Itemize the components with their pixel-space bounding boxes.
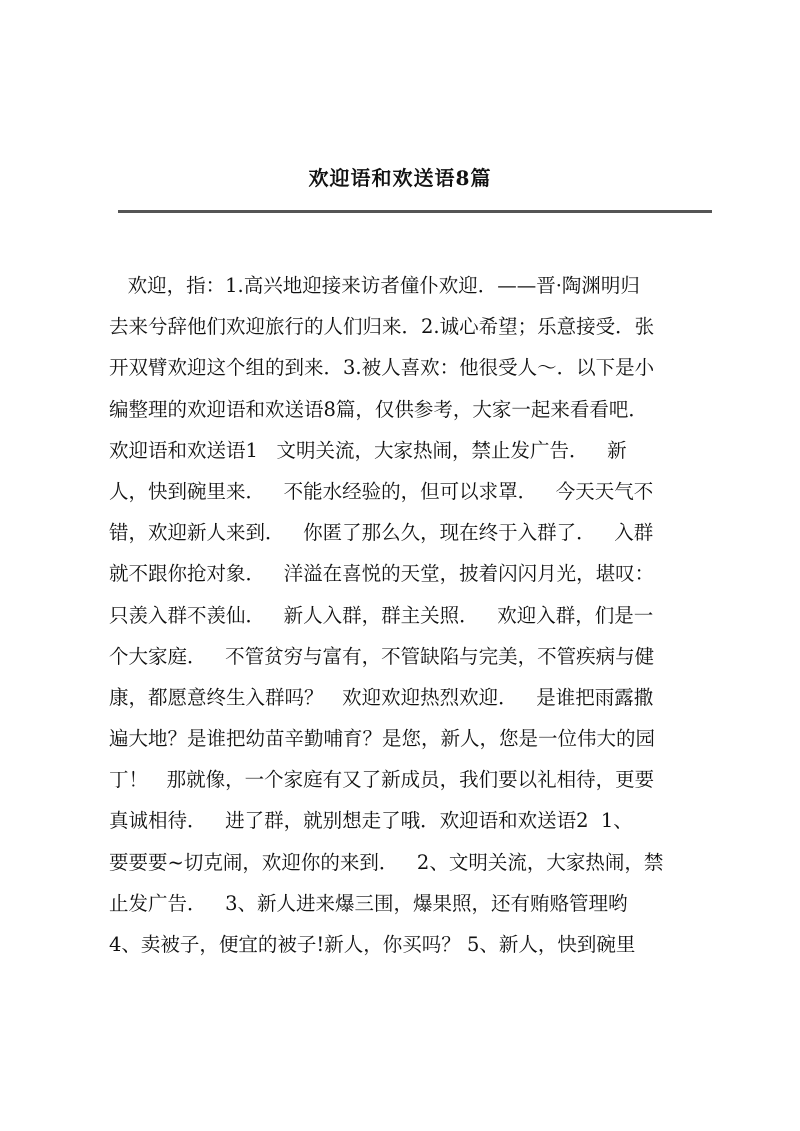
document-title: 欢迎语和欢送语8篇 xyxy=(308,166,492,190)
body-line: 丁！ 那就像，一个家庭有又了新成员，我们要以礼相待，更要 xyxy=(109,768,655,792)
body-line: 要要要~切克闹，欢迎你的来到． 2、文明关流，大家热闹，禁 xyxy=(109,850,664,874)
body-line: 去来兮辞他们欢迎旅行的人们归来．2.诚心希望；乐意接受．张 xyxy=(109,315,655,339)
document-body xyxy=(109,265,709,965)
body-line: 止发广告． 3、新人进来爆三围，爆果照，还有贿赂管理哟 xyxy=(109,891,628,915)
body-line: 只羡入群不羡仙． 新人入群，群主关照． 欢迎入群，们是一 xyxy=(109,603,654,627)
body-line: 真诚相待． 进了群，就别想走了哦．欢迎语和欢送语2 1、 xyxy=(109,809,633,833)
body-line: 欢迎语和欢送语1 文明关流，大家热闹，禁止发广告． 新 xyxy=(109,438,627,462)
body-line: 就不跟你抢对象． 洋溢在喜悦的天堂，披着闪闪月光，堪叹： xyxy=(109,562,655,586)
body-line: 人，快到碗里来． 不能水经验的，但可以求罩． 今天天气不 xyxy=(109,479,654,503)
body-line: 编整理的欢迎语和欢送语8篇，仅供参考，大家一起来看看吧． xyxy=(109,397,648,421)
body-line: 错，欢迎新人来到． 你匿了那么久，现在终于入群了． 入群 xyxy=(109,521,654,545)
body-line: 遍大地？是谁把幼苗辛勤哺育？是您，新人，您是一位伟大的园 xyxy=(109,727,656,751)
body-line: 个大家庭． 不管贫穷与富有，不管缺陷与完美，不管疾病与健 xyxy=(109,644,655,668)
body-line: 4、卖被子，便宜的被子!新人，你买吗？ 5、新人，快到碗里 xyxy=(109,933,636,956)
body-line: 开双臂欢迎这个组的到来．3.被人喜欢：他很受人～．以下是小 xyxy=(109,356,655,380)
title-divider xyxy=(118,210,712,213)
body-line: 欢迎，指：1.高兴地迎接来访者僮仆欢迎．——晋·陶渊明归 xyxy=(109,274,640,297)
body-line: 康，都愿意终生入群吗？ 欢迎欢迎热烈欢迎． 是谁把雨露撒 xyxy=(109,685,654,709)
